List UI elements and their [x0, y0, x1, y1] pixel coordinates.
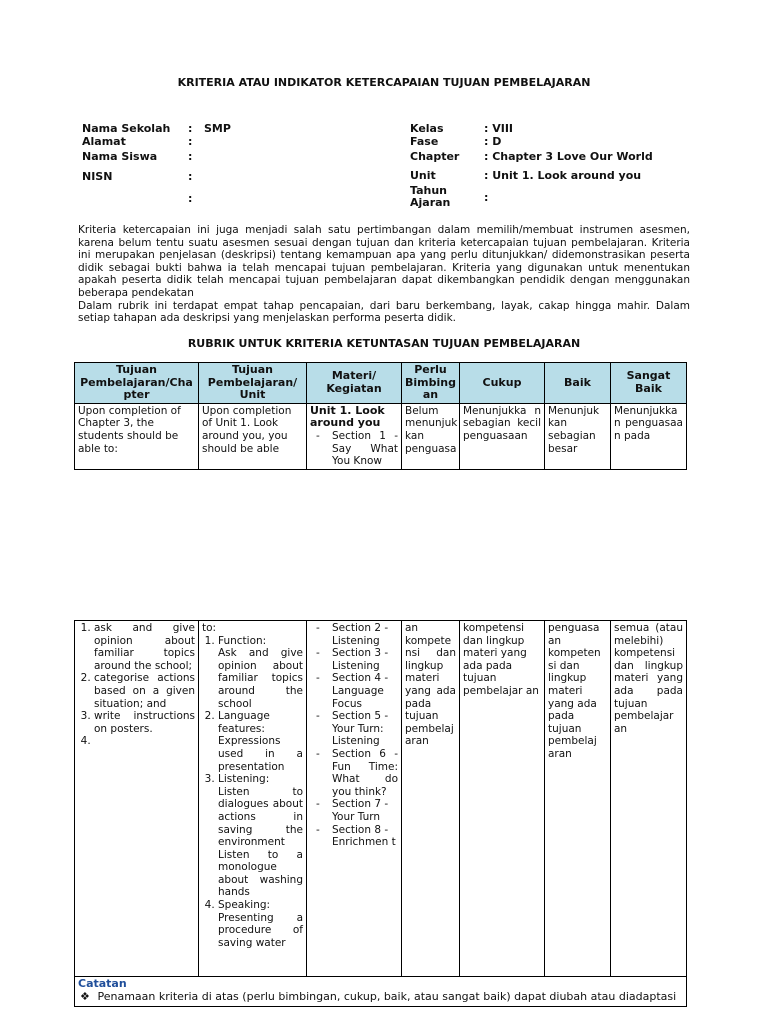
info-label: NISN	[82, 170, 113, 183]
list-item: - Section 8 - Enrichmen t	[310, 824, 398, 849]
section-list	[310, 622, 398, 849]
rubric-title: RUBRIK UNTUK KRITERIA KETUNTASAN TUJUAN PEMBELAJARAN	[187, 337, 581, 350]
info-sep: :	[188, 135, 193, 148]
list-item	[94, 735, 195, 748]
list-item-body: Presenting a procedure of saving water	[218, 911, 303, 949]
catatan-title: Catatan	[78, 977, 127, 990]
catatan-text: Penamaan kriteria di atas (perlu bimbingan, cukup, baik, atau sangat baik) dapat diubah atau diadaptasi	[97, 989, 677, 1003]
header-cell: Materi/ Kegiatan	[307, 363, 402, 404]
list-item: - Section 2 - Listening	[310, 622, 398, 647]
table-row	[75, 621, 687, 977]
unit-goal-list	[202, 635, 303, 950]
list-item: 1. ask and give opinion about familiar topics around the school;	[94, 622, 195, 672]
header-cell: Sangat Baik	[611, 363, 687, 404]
intro-text	[78, 224, 690, 325]
list-item: - Section 4 - Language Focus	[310, 672, 398, 710]
info-label: Nama Siswa	[82, 150, 158, 163]
table-cell: Menunjukka n penguasaa n pada	[611, 403, 687, 469]
info-label: Alamat	[82, 135, 126, 148]
catatan-cell	[75, 977, 687, 1007]
info-sep: :	[188, 122, 193, 135]
list-item: 2. categorise actions based on a given situation; and	[94, 672, 195, 710]
info-label: Chapter	[410, 150, 460, 163]
table-cell	[307, 403, 402, 469]
catatan-note	[78, 991, 683, 1004]
table-cell: kompetensi dan lingkup materi yang ada pada tujuan pembelajar an	[460, 621, 545, 977]
info-label: Kelas	[410, 122, 444, 135]
list-item	[218, 710, 303, 773]
header-cell: Tujuan Pembelajaran/Cha pter	[75, 363, 199, 404]
table-cell	[307, 621, 402, 977]
list-item-body: Listen to dialogues about actions in saving the environment Listen to a monologue about washing hands	[218, 785, 303, 899]
table-cell	[75, 621, 199, 977]
list-item-title: 4. Speaking:	[218, 899, 271, 912]
list-item-body: Expressions used in a presentation	[218, 735, 303, 773]
info-value: SMP	[204, 122, 231, 135]
info-value: : D	[484, 135, 502, 148]
header-cell: Baik	[545, 363, 611, 404]
info-label: Fase	[410, 135, 439, 148]
info-label: Tahun Ajaran	[410, 184, 451, 209]
page-title: KRITERIA ATAU INDIKATOR KETERCAPAIAN TUJUAN PEMBELAJARAN	[177, 76, 591, 89]
info-label: Nama Sekolah	[82, 122, 171, 135]
list-item	[218, 899, 303, 949]
list-item: - Section 6 - Fun Time: What do you think?	[310, 748, 398, 798]
header-cell: Tujuan Pembelajaran/ Unit	[199, 363, 307, 404]
info-value: : VIII	[484, 122, 514, 135]
list-item	[218, 773, 303, 899]
list-item: - Section 1 - Say What You Know	[310, 430, 398, 468]
table-cell: an kompete nsi dan lingkup materi yang ada pada tujuan pembelaj aran	[402, 621, 460, 977]
table-cell: semua (atau melebihi) kompetensi dan lingkup materi yang ada pada tujuan pembelajar an	[611, 621, 687, 977]
info-value: :	[484, 191, 489, 204]
info-sep: :	[188, 150, 193, 163]
table-row	[75, 403, 687, 469]
list-item-title: 3. Listening:	[218, 773, 270, 786]
table-cell: Upon completion of Unit 1. Look around you, you should be able	[199, 403, 307, 469]
list-item: - Section 5 - Your Turn: Listening	[310, 710, 398, 748]
objective-list	[78, 622, 195, 748]
header-cell: Perlu Bimbing an	[402, 363, 460, 404]
list-item-title: 1. Function:	[218, 634, 267, 647]
info-sep: :	[188, 192, 193, 205]
table-header-row	[75, 363, 687, 404]
intro-paragraph: Dalam rubrik ini terdapat empat tahap pencapaian, dari baru berkembang, layak, cakap hingga mahir. Dalam setiap tahapan ada deskripsi yang menjelaskan performa peserta didik.	[78, 299, 690, 325]
header-cell: Cukup	[460, 363, 545, 404]
list-item: 3. write instructions on posters.	[94, 710, 195, 735]
table-cell: Menunjuk kan sebagian besar	[545, 403, 611, 469]
catatan-row	[75, 977, 687, 1007]
intro-paragraph: Kriteria ketercapaian ini juga menjadi salah satu pertimbangan dalam memilih/membuat instrumen asesmen, karena belum tentu suatu asesmen sesuai dengan tujuan dan kriteria ketercapaian tujuan pembelajaran. Kriteria ini merupakan penjelasan (deskripsi) tentang kemampuan apa yang perlu ditunjukkan/ didemonstrasikan peserta didik sebagai bukti bahwa ia telah mencapai tujuan pembelajaran. Kriteria yang digunakan untuk menentukan apakah peserta didik telah mencapai tujuan pembelajaran dapat dikembangkan pendidik dengan menggunakan beberapa pendekatan	[78, 224, 690, 299]
cell-lead: to:	[202, 622, 217, 634]
table-cell: Upon completion of Chapter 3, the students should be able to:	[75, 403, 199, 469]
table-cell	[199, 621, 307, 977]
diamond-bullet-icon: ❖	[80, 989, 90, 1003]
section-list	[310, 430, 398, 468]
rubric-table-continued	[74, 620, 687, 1007]
list-item-title: 2. Language features:	[218, 710, 270, 735]
unit-title: Unit 1. Look around you	[310, 403, 385, 430]
table-cell: penguasa an kompeten si dan lingkup materi yang ada pada tujuan pembelaj aran	[545, 621, 611, 977]
info-label: Unit	[410, 169, 436, 182]
table-cell: Menunjukka n sebagian kecil penguasaan	[460, 403, 545, 469]
list-item-body: Ask and give opinion about familiar topics around the school	[218, 647, 303, 710]
list-item: - Section 7 - Your Turn	[310, 798, 398, 823]
list-item	[218, 635, 303, 711]
list-item: - Section 3 - Listening	[310, 647, 398, 672]
info-sep: :	[188, 170, 193, 183]
info-value: : Unit 1. Look around you	[484, 169, 642, 182]
table-cell: Belum menunjuk kan penguasa	[402, 403, 460, 469]
info-value: : Chapter 3 Love Our World	[484, 150, 653, 163]
rubric-table	[74, 362, 687, 470]
